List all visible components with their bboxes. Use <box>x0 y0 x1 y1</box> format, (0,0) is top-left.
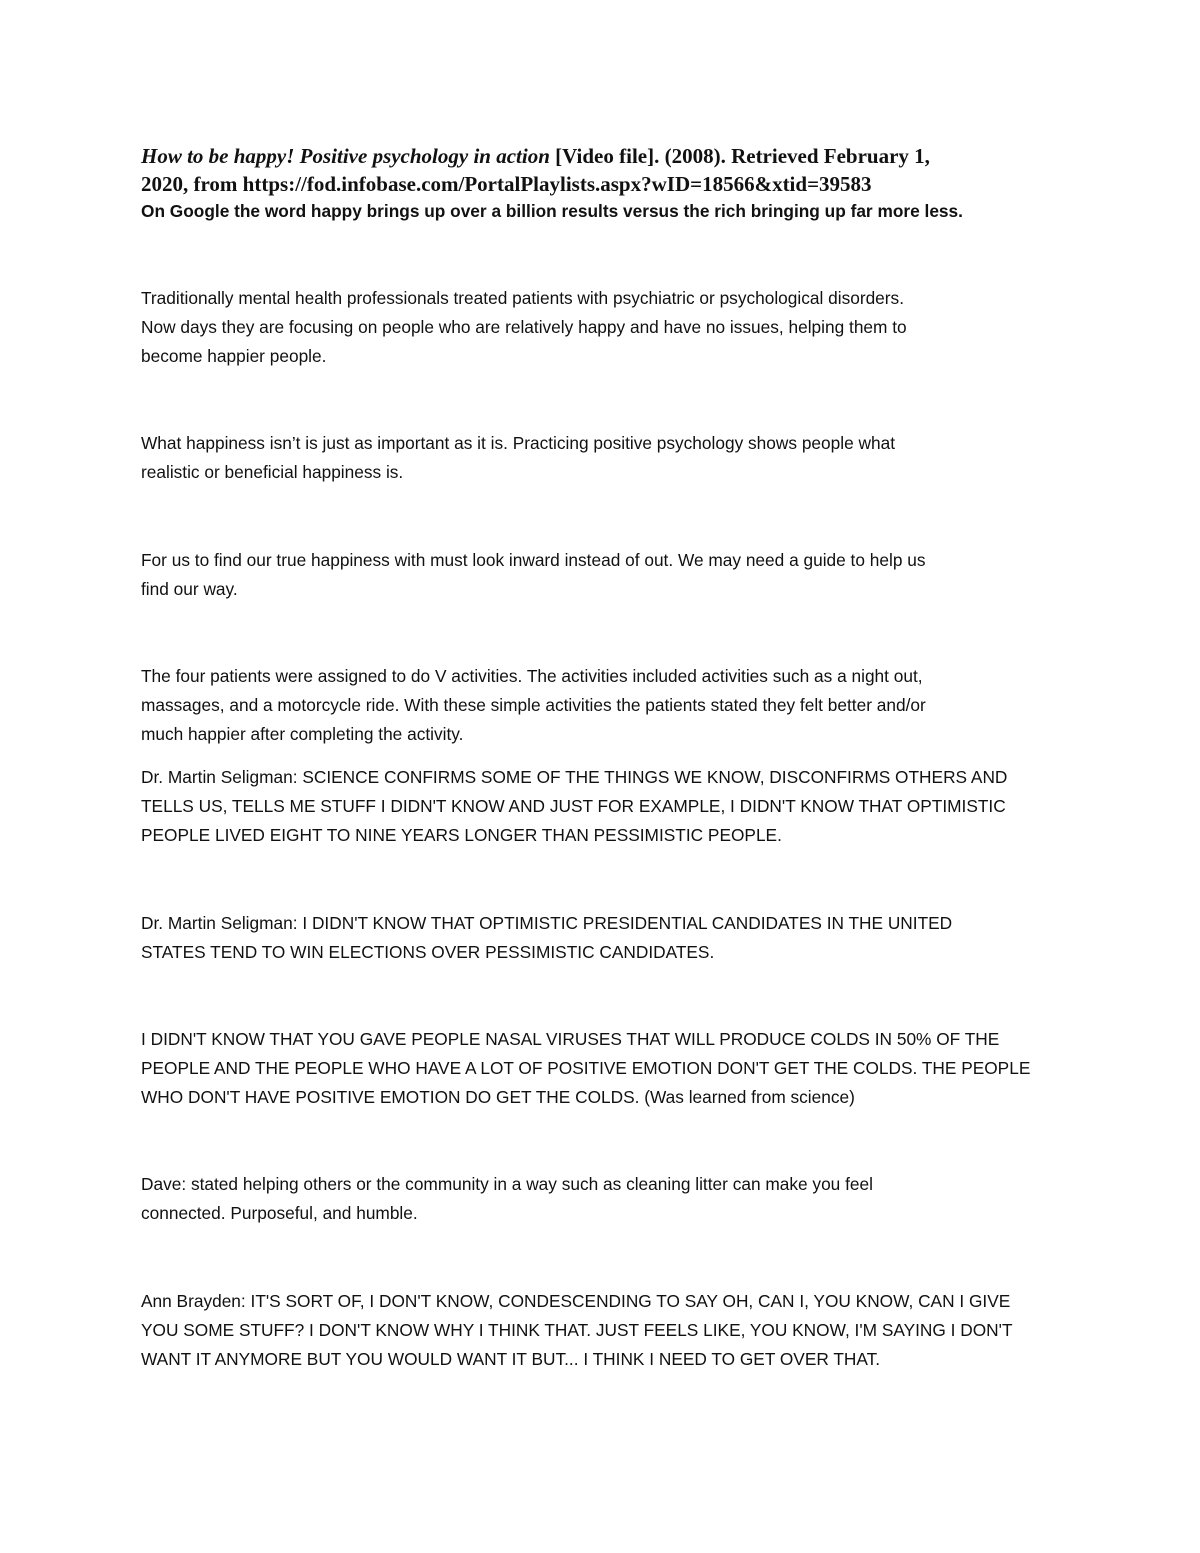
paragraph-line: become happier people. <box>141 346 327 366</box>
quote-ann-brayden <box>141 1287 1071 1374</box>
paragraph-line: find our way. <box>141 579 238 599</box>
quote-nasal-viruses <box>141 1025 1071 1112</box>
paragraph-line: WANT IT ANYMORE BUT YOU WOULD WANT IT BUT... I THINK I NEED TO GET OVER THAT. <box>141 1349 881 1369</box>
paragraph-line: YOU SOME STUFF? I DON'T KNOW WHY I THINK THAT. JUST FEELS LIKE, YOU KNOW, I'M SAYING I DON'T <box>141 1320 1013 1340</box>
paragraph-line: connected. Purposeful, and humble. <box>141 1203 418 1223</box>
paragraph-four-patients <box>141 662 1071 749</box>
paragraph-line: Ann Brayden: IT'S SORT OF, I DON'T KNOW, CONDESCENDING TO SAY OH, CAN I, YOU KNOW, CAN I GIVE <box>141 1291 1011 1311</box>
citation <box>141 142 1061 198</box>
quote-seligman-candidates <box>141 909 1071 967</box>
paragraph-line: realistic or beneficial happiness is. <box>141 462 404 482</box>
paragraph-line: I DIDN'T KNOW THAT YOU GAVE PEOPLE NASAL VIRUSES THAT WILL PRODUCE COLDS IN 50% OF THE <box>141 1029 1000 1049</box>
paragraph-line: WHO DON'T HAVE POSITIVE EMOTION DO GET THE COLDS. (Was learned from science) <box>141 1087 855 1107</box>
paragraph-line: massages, and a motorcycle ride. With these simple activities the patients stated they felt better and/or <box>141 695 926 715</box>
paragraph-line: The four patients were assigned to do V activities. The activities included activities such as a night out, <box>141 666 923 686</box>
citation-title: How to be happy! Positive psychology in action <box>141 144 550 168</box>
paragraph-line: Traditionally mental health professionals treated patients with psychiatric or psychological disorders. <box>141 288 904 308</box>
paragraph-line: PEOPLE AND THE PEOPLE WHO HAVE A LOT OF POSITIVE EMOTION DON'T GET THE COLDS. THE PEOPLE <box>141 1058 1031 1078</box>
paragraph-line: PEOPLE LIVED EIGHT TO NINE YEARS LONGER THAN PESSIMISTIC PEOPLE. <box>141 825 782 845</box>
paragraph-line: Dr. Martin Seligman: I DIDN'T KNOW THAT OPTIMISTIC PRESIDENTIAL CANDIDATES IN THE UNITED <box>141 913 953 933</box>
paragraph-line: Dave: stated helping others or the community in a way such as cleaning litter can make you feel <box>141 1174 873 1194</box>
paragraph-line: STATES TEND TO WIN ELECTIONS OVER PESSIMISTIC CANDIDATES. <box>141 942 715 962</box>
lead-summary: On Google the word happy brings up over a billion results versus the rich bringing up far more less. <box>141 201 963 221</box>
quote-seligman-science <box>141 763 1071 850</box>
paragraph-what-happiness-isnt <box>141 429 1071 487</box>
paragraph-mental-health <box>141 284 1071 371</box>
paragraph-line: Now days they are focusing on people who are relatively happy and have no issues, helping them to <box>141 317 907 337</box>
paragraph-look-inward <box>141 546 1071 604</box>
paragraph-line: What happiness isn’t is just as important as it is. Practicing positive psychology shows people what <box>141 433 896 453</box>
paragraph-dave <box>141 1170 1071 1228</box>
citation-details: [Video file]. (2008). Retrieved February 1, <box>549 144 930 168</box>
paragraph-line: Dr. Martin Seligman: SCIENCE CONFIRMS SOME OF THE THINGS WE KNOW, DISCONFIRMS OTHERS AND <box>141 767 1008 787</box>
paragraph-line: much happier after completing the activity. <box>141 724 464 744</box>
paragraph-line: TELLS US, TELLS ME STUFF I DIDN'T KNOW AND JUST FOR EXAMPLE, I DIDN'T KNOW THAT OPTIMISTIC <box>141 796 1006 816</box>
citation-url-line: 2020, from https://fod.infobase.com/PortalPlaylists.aspx?wID=18566&xtid=39583 <box>141 172 872 196</box>
paragraph-line: For us to find our true happiness with must look inward instead of out. We may need a guide to help us <box>141 550 926 570</box>
